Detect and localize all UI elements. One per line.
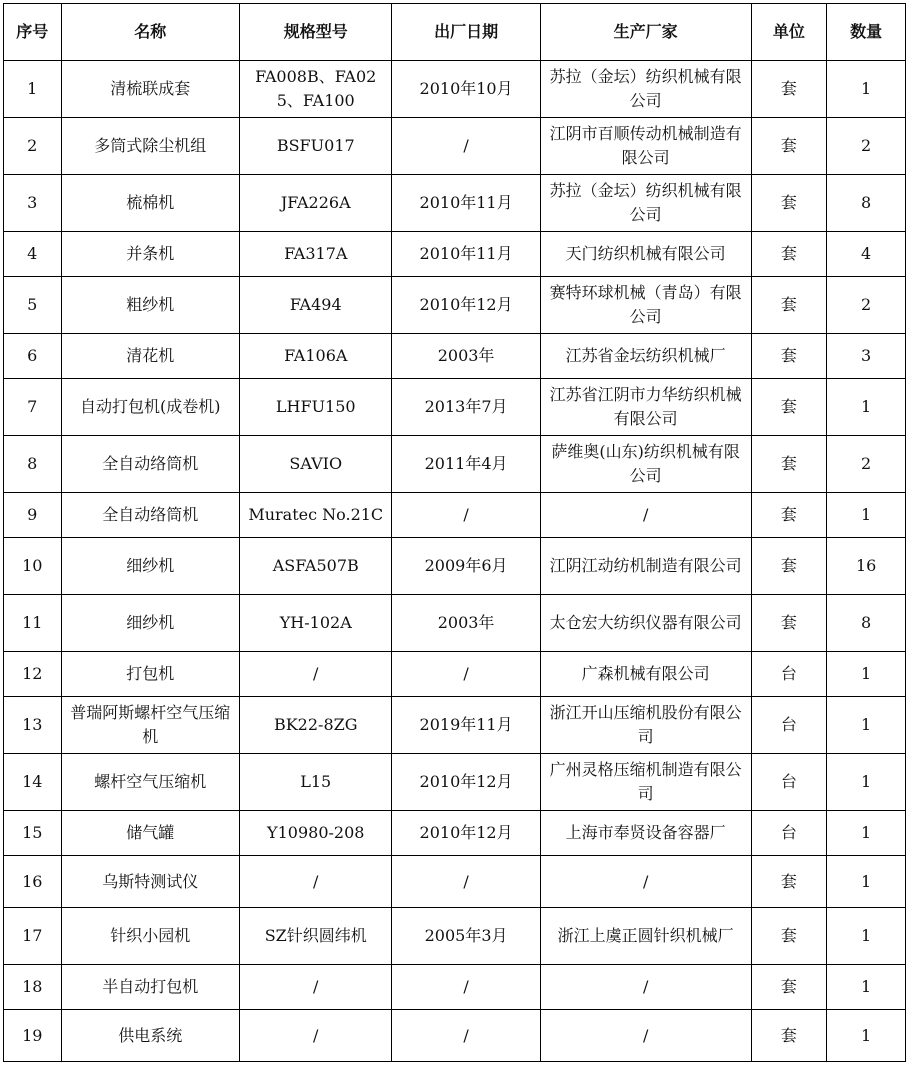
cell-unit: 套 [751, 232, 827, 277]
table-row [4, 277, 906, 334]
cell-manufacture-date: 2010年12月 [392, 277, 540, 334]
cell-model: SAVIO [240, 436, 392, 493]
cell-manufacturer: 广森机械有限公司 [540, 652, 751, 697]
cell-serial-number: 1 [4, 61, 62, 118]
cell-model: FA008B、FA025、FA100 [240, 61, 392, 118]
cell-manufacture-date: 2010年10月 [392, 61, 540, 118]
header-quantity: 数量 [827, 4, 906, 61]
cell-name: 针织小园机 [61, 908, 240, 965]
cell-serial-number: 16 [4, 856, 62, 908]
cell-name: 自动打包机(成卷机) [61, 379, 240, 436]
cell-serial-number: 2 [4, 118, 62, 175]
cell-manufacture-date: 2013年7月 [392, 379, 540, 436]
cell-unit: 套 [751, 379, 827, 436]
cell-model: / [240, 965, 392, 1010]
cell-serial-number: 14 [4, 754, 62, 811]
cell-quantity: 8 [827, 595, 906, 652]
cell-quantity: 2 [827, 436, 906, 493]
cell-name: 普瑞阿斯螺杆空气压缩机 [61, 697, 240, 754]
table-row [4, 61, 906, 118]
cell-model: JFA226A [240, 175, 392, 232]
table-row [4, 232, 906, 277]
cell-manufacturer: 上海市奉贤设备容器厂 [540, 811, 751, 856]
cell-model: FA494 [240, 277, 392, 334]
cell-serial-number: 19 [4, 1010, 62, 1062]
cell-unit: 台 [751, 652, 827, 697]
cell-quantity: 2 [827, 118, 906, 175]
cell-quantity: 1 [827, 754, 906, 811]
cell-name: 全自动络筒机 [61, 436, 240, 493]
table-row [4, 334, 906, 379]
cell-serial-number: 10 [4, 538, 62, 595]
cell-name: 储气罐 [61, 811, 240, 856]
cell-name: 粗纱机 [61, 277, 240, 334]
table-row [4, 754, 906, 811]
cell-manufacture-date: 2010年12月 [392, 811, 540, 856]
table-row [4, 175, 906, 232]
cell-manufacture-date: / [392, 965, 540, 1010]
cell-manufacture-date: 2011年4月 [392, 436, 540, 493]
cell-name: 乌斯特测试仪 [61, 856, 240, 908]
header-serial-number: 序号 [4, 4, 62, 61]
cell-manufacturer: 太仓宏大纺织仪器有限公司 [540, 595, 751, 652]
cell-unit: 台 [751, 697, 827, 754]
cell-manufacture-date: 2010年11月 [392, 232, 540, 277]
cell-quantity: 2 [827, 277, 906, 334]
cell-manufacturer: / [540, 856, 751, 908]
cell-serial-number: 18 [4, 965, 62, 1010]
cell-unit: 台 [751, 811, 827, 856]
cell-unit: 套 [751, 595, 827, 652]
cell-manufacturer: 江阴江动纺机制造有限公司 [540, 538, 751, 595]
cell-unit: 套 [751, 908, 827, 965]
cell-name: 打包机 [61, 652, 240, 697]
cell-serial-number: 15 [4, 811, 62, 856]
cell-quantity: 16 [827, 538, 906, 595]
cell-manufacture-date: 2005年3月 [392, 908, 540, 965]
cell-manufacturer: 广州灵格压缩机制造有限公司 [540, 754, 751, 811]
cell-unit: 套 [751, 277, 827, 334]
cell-manufacture-date: 2009年6月 [392, 538, 540, 595]
cell-serial-number: 5 [4, 277, 62, 334]
table-row [4, 436, 906, 493]
cell-manufacturer: 萨维奥(山东)纺织机械有限公司 [540, 436, 751, 493]
cell-manufacture-date: 2019年11月 [392, 697, 540, 754]
table-row [4, 811, 906, 856]
cell-name: 细纱机 [61, 538, 240, 595]
cell-unit: 套 [751, 856, 827, 908]
header-model: 规格型号 [240, 4, 392, 61]
cell-model: / [240, 856, 392, 908]
table-row [4, 379, 906, 436]
cell-manufacture-date: / [392, 493, 540, 538]
cell-manufacturer: 赛特环球机械（青岛）有限公司 [540, 277, 751, 334]
cell-model: SZ针织圆纬机 [240, 908, 392, 965]
cell-serial-number: 6 [4, 334, 62, 379]
cell-name: 半自动打包机 [61, 965, 240, 1010]
cell-model: / [240, 652, 392, 697]
cell-quantity: 1 [827, 697, 906, 754]
cell-manufacturer: 江苏省江阴市力华纺织机械有限公司 [540, 379, 751, 436]
cell-manufacture-date: / [392, 118, 540, 175]
cell-serial-number: 9 [4, 493, 62, 538]
header-manufacturer: 生产厂家 [540, 4, 751, 61]
cell-unit: 套 [751, 538, 827, 595]
cell-model: Muratec No.21C [240, 493, 392, 538]
cell-quantity: 8 [827, 175, 906, 232]
cell-quantity: 1 [827, 379, 906, 436]
cell-model: BSFU017 [240, 118, 392, 175]
cell-serial-number: 13 [4, 697, 62, 754]
cell-manufacturer: 天门纺织机械有限公司 [540, 232, 751, 277]
cell-manufacture-date: / [392, 1010, 540, 1062]
cell-model: YH-102A [240, 595, 392, 652]
cell-serial-number: 11 [4, 595, 62, 652]
cell-quantity: 1 [827, 61, 906, 118]
table-row [4, 652, 906, 697]
table-row [4, 1010, 906, 1062]
table-row [4, 493, 906, 538]
cell-serial-number: 3 [4, 175, 62, 232]
cell-unit: 套 [751, 1010, 827, 1062]
cell-quantity: 1 [827, 493, 906, 538]
cell-manufacturer: 苏拉（金坛）纺织机械有限公司 [540, 61, 751, 118]
cell-model: / [240, 1010, 392, 1062]
cell-name: 清花机 [61, 334, 240, 379]
cell-manufacturer: / [540, 493, 751, 538]
cell-quantity: 3 [827, 334, 906, 379]
cell-manufacturer: 江阴市百顺传动机械制造有限公司 [540, 118, 751, 175]
table-row [4, 538, 906, 595]
cell-model: Y10980-208 [240, 811, 392, 856]
cell-manufacturer: 江苏省金坛纺织机械厂 [540, 334, 751, 379]
table-row [4, 856, 906, 908]
cell-name: 细纱机 [61, 595, 240, 652]
table-row [4, 118, 906, 175]
cell-quantity: 1 [827, 811, 906, 856]
cell-manufacturer: 浙江上虞正圆针织机械厂 [540, 908, 751, 965]
cell-manufacturer: / [540, 965, 751, 1010]
cell-model: L15 [240, 754, 392, 811]
cell-unit: 套 [751, 334, 827, 379]
cell-serial-number: 8 [4, 436, 62, 493]
table-row [4, 965, 906, 1010]
table-row [4, 908, 906, 965]
cell-serial-number: 7 [4, 379, 62, 436]
cell-model: LHFU150 [240, 379, 392, 436]
cell-name: 并条机 [61, 232, 240, 277]
cell-manufacture-date: 2010年11月 [392, 175, 540, 232]
cell-manufacturer: 苏拉（金坛）纺织机械有限公司 [540, 175, 751, 232]
cell-unit: 套 [751, 61, 827, 118]
header-manufacture-date: 出厂日期 [392, 4, 540, 61]
cell-model: ASFA507B [240, 538, 392, 595]
cell-manufacture-date: 2003年 [392, 334, 540, 379]
cell-model: FA106A [240, 334, 392, 379]
table-row [4, 697, 906, 754]
cell-manufacturer: 浙江开山压缩机股份有限公司 [540, 697, 751, 754]
cell-manufacture-date: 2010年12月 [392, 754, 540, 811]
cell-model: BK22-8ZG [240, 697, 392, 754]
cell-unit: 套 [751, 175, 827, 232]
cell-quantity: 1 [827, 652, 906, 697]
cell-unit: 套 [751, 436, 827, 493]
cell-manufacture-date: / [392, 652, 540, 697]
cell-name: 多筒式除尘机组 [61, 118, 240, 175]
cell-name: 供电系统 [61, 1010, 240, 1062]
cell-unit: 套 [751, 965, 827, 1010]
equipment-table [3, 3, 906, 1062]
cell-name: 清梳联成套 [61, 61, 240, 118]
cell-quantity: 1 [827, 1010, 906, 1062]
cell-unit: 套 [751, 118, 827, 175]
cell-quantity: 4 [827, 232, 906, 277]
cell-quantity: 1 [827, 856, 906, 908]
cell-serial-number: 17 [4, 908, 62, 965]
cell-quantity: 1 [827, 908, 906, 965]
cell-unit: 台 [751, 754, 827, 811]
header-name: 名称 [61, 4, 240, 61]
cell-manufacturer: / [540, 1010, 751, 1062]
cell-serial-number: 4 [4, 232, 62, 277]
cell-unit: 套 [751, 493, 827, 538]
cell-name: 梳棉机 [61, 175, 240, 232]
cell-manufacture-date: / [392, 856, 540, 908]
header-unit: 单位 [751, 4, 827, 61]
cell-quantity: 1 [827, 965, 906, 1010]
table-header-row [4, 4, 906, 61]
cell-name: 螺杆空气压缩机 [61, 754, 240, 811]
cell-serial-number: 12 [4, 652, 62, 697]
table-row [4, 595, 906, 652]
cell-manufacture-date: 2003年 [392, 595, 540, 652]
cell-model: FA317A [240, 232, 392, 277]
cell-name: 全自动络筒机 [61, 493, 240, 538]
